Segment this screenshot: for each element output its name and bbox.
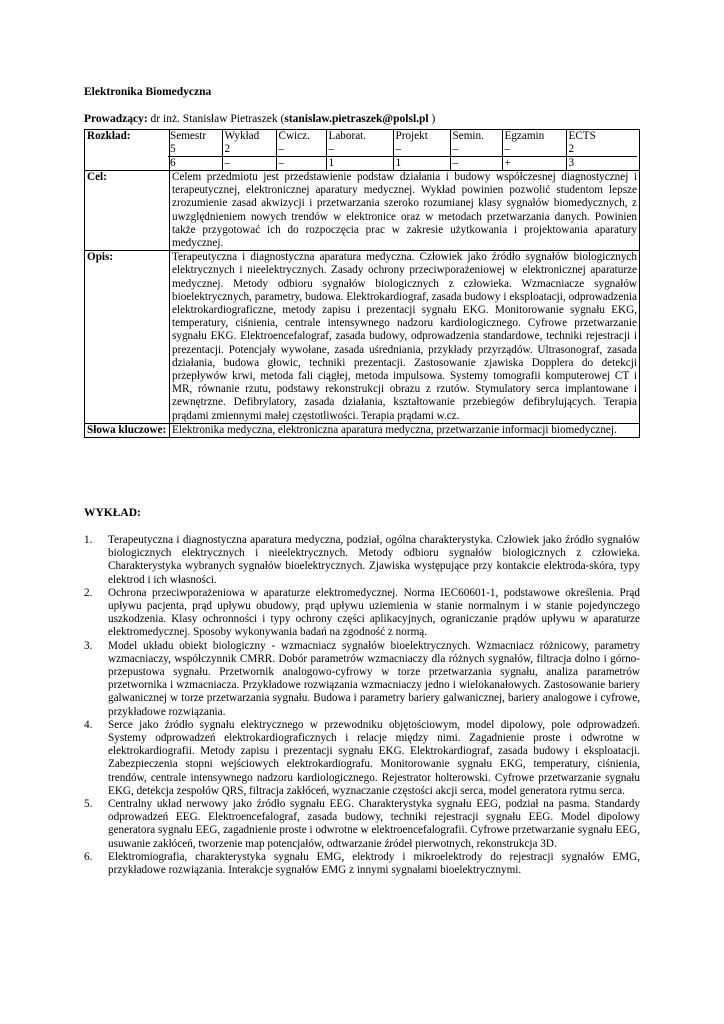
goal-text: Celem przedmiotu jest przedstawienie podstaw działania i budowy współczesnej diagnostycznej i terapeutycznej, elektronicznej aparatury medycznej. Wykład powinien pozwolić studentom lepsze zrozumienie zasad akwizycji i przetwarzania szeroko rozumianej klasy sygnałów biomedycznych, z uwzględnieniem nowych trendów w elektronice oraz w metodach przetwarzania danych. Powinien także przygotować ich do rozpoczęcia prac w zakresie użytkowania i projektowania aparatury medycznej. (170, 171, 640, 251)
list-item: 3. Model układu obiekt biologiczny - wzmacniacz sygnałów bioelektrycznych. Wzmacniacz różnicowy, parametry wzmacniaczy, współczynnik CMRR. Dobór parametrów wzmacniaczy dla różnych sygnałów, filtracja dolno i górno-przepustowa sygnału. Przetwornik analogowo-cyfrowy w torze przetwarzania sygnału, analiza parametrów przetwornika i wzmacniacza. Przykładowe rozwiązania wzmacniaczy jedno i wielokanałowych. Zastosowanie bariery galwanicznej w torze przetwarzania sygnału. Budowa i parametry bariery galwanicznej, bariery analogowe i cyfrowe, przykładowe rozwiązania. (84, 639, 640, 718)
schedule-value-cell: 6 (168, 157, 222, 171)
schedule-header-cell: Semestr 5 (168, 130, 222, 157)
lectures-list (84, 534, 640, 877)
schedule-header-row (168, 130, 637, 157)
schedule-header-cell: Projekt – (393, 130, 450, 157)
schedule-header-cell: Egzamin – (502, 130, 566, 157)
schedule-value-cell: 1 (326, 157, 393, 171)
course-title: Elektronika Biomedyczna (84, 86, 212, 98)
lecturer-email: stanislaw.pietraszek@polsl.pl (284, 113, 429, 125)
schedule-header-cell: Ćwicz. – (276, 130, 326, 157)
description-label: Opis: (85, 251, 170, 424)
schedule-row (85, 130, 640, 171)
keywords-label: Słowa kluczowe: (85, 423, 170, 437)
schedule-value-cell: – (450, 157, 502, 171)
goal-row (85, 171, 640, 251)
lecturer-line (84, 113, 435, 126)
list-item: 2. Ochrona przeciwporażeniowa w aparaturze elektromedycznej. Norma IEC60601-1, podstawowe określenia. Prąd upływu pacjenta, prąd upływu obudowy, prąd upływu uziemienia w stanie normalnym i w stanie pojedynczego uszkodzenia. Klasy ochronności i typy ochrony części aplikacyjnych, ograniczanie prądów upływu w aparaturze elektromedycznej. Sposoby wykonywania badań na zgodność z normą. (84, 586, 640, 639)
keywords-row (85, 423, 640, 437)
schedule-value-cell: – (222, 157, 276, 171)
lectures-heading: WYKŁAD: (84, 507, 141, 519)
description-text: Terapeutyczna i diagnostyczna aparatura medyczna. Człowiek jako źródło sygnałów biologicznych elektrycznych i nieelektrycznych. Zasady ochrony przeciwporażeniowej w elektronicznej aparaturze medycznej. Metody odbioru sygnałów biologicznych z człowieka. Wzmacniacze sygnałów bioelektrycznych, parametry, budowa. Elektrokardiograf, zasada budowy i eksploatacji, odprowadzenia elektrokardiograficzne, metody zapisu i prezentacji sygnału EKG. Monitorowanie sygnału EKG, temperatury, ciśnienia, centrale intensywnego nadzoru kardiologicznego. Cyfrowe przetwarzanie sygnału EKG. Elektroencefalograf, zasada budowy, odprowadzenia standardowe, techniki rejestracji i prezentacji. Potencjały wywołane, zasada uśredniania, przykłady przyrządów. Ultrasonograf, zasada działania, budowa głowic, techniki prezentacji. Zastosowanie zjawiska Dopplera do detekcji przepływów krwi, metoda fali ciągłej, metoda impulsowa. Systemy tomografii komputerowej CT i MR, równanie rzutu, podstawy rekonstrukcji obrazu z rzutów. Stymulatory serca implantowane i zewnętrzne. Defibrylatory, zasada działania, kształtowanie przebiegów defibrylujących. Terapia prądami zmiennymi małej częstotliwości. Terapia prądami w.cz. (170, 251, 640, 424)
schedule-table (168, 130, 637, 170)
course-info-table (84, 129, 640, 438)
schedule-value-cell: 1 (393, 157, 450, 171)
schedule-header-cell: Wykład 2 (222, 130, 276, 157)
schedule-value-cell: + (502, 157, 566, 171)
schedule-header-cell: Laborat. – (326, 130, 393, 157)
description-row (85, 251, 640, 424)
schedule-value-cell: – (276, 157, 326, 171)
lecturer-name: dr inż. Stanisław Pietraszek ( (147, 113, 285, 125)
schedule-header-cell: Semin. – (450, 130, 502, 157)
schedule-header-cell: ECTS 2 (566, 130, 637, 157)
lecturer-close: ) (428, 113, 436, 125)
list-item: 5. Centralny układ nerwowy jako źródło sygnału EEG. Charakterystyka sygnału EEG, podział na pasma. Standardy odprowadzeń EEG. Elektroencefalograf, zasada budowy, techniki rejestracji sygnału EEG. Model dipolowy generatora sygnału EEG, zagadnienie proste i odwrotne w elektroencefalografii. Cyfrowe przetwarzanie sygnału EEG, usuwanie zakłóceń, tworzenie map potencjałów, odtwarzanie źródeł pierwotnych, rekonstrukcja 3D. (84, 798, 640, 850)
list-item: 1. Terapeutyczna i diagnostyczna aparatura medyczna, podział, ogólna charakterystyka. Człowiek jako źródło sygnałów biologicznych elektrycznych i nieelektrycznych. Metody odbioru sygnałów biologicznych z człowieka. Charakterystyka wybranych sygnałów bioelektrycznych. Zjawiska występujące przy kontakcie elektroda-skóra, typy elektrod i ich własności. (84, 534, 640, 586)
lecturer-label: Prowadzący: (84, 113, 148, 125)
schedule-value-row (168, 157, 637, 171)
schedule-value-cell: 3 (566, 157, 637, 171)
list-item: 4. Serce jako źródło sygnału elektrycznego w przewodniku objętościowym, model dipolowy, pole odprowadzeń. Systemy odprowadzeń elektrokardiograficznych i relacje między nimi. Zagadnienie proste i odwrotne w elektrokardiografii. Metody zapisu i prezentacji sygnału EKG. Elektrokardiograf, zasada budowy i eksploatacji. Zabezpieczenia stopni wejściowych elektrokardiografu. Monitorowanie sygnału EKG, temperatury, ciśnienia, trendów, centrale intensywnego nadzoru kardiologicznego. Rejestrator holterowski. Cyfrowe przetwarzanie sygnału EKG, detekcja zespołów QRS, filtracja zakłóceń, wyznaczanie częstości akcji serca, model generatora rytmu serca. (84, 718, 640, 797)
goal-label: Cel: (85, 171, 170, 251)
list-item: 6. Elektromiografia, charakterystyka sygnału EMG, elektrody i mikroelektrody do rejestracji sygnałów EMG, przykładowe rozwiązania. Interakcje sygnałów EMG z innymi sygnałami bioelektrycznymi. (84, 850, 640, 877)
keywords-text: Elektronika medyczna, elektroniczna aparatura medyczna, przetwarzanie informacji biomedycznej. (170, 423, 640, 437)
schedule-label: Rozkład: (85, 130, 170, 171)
